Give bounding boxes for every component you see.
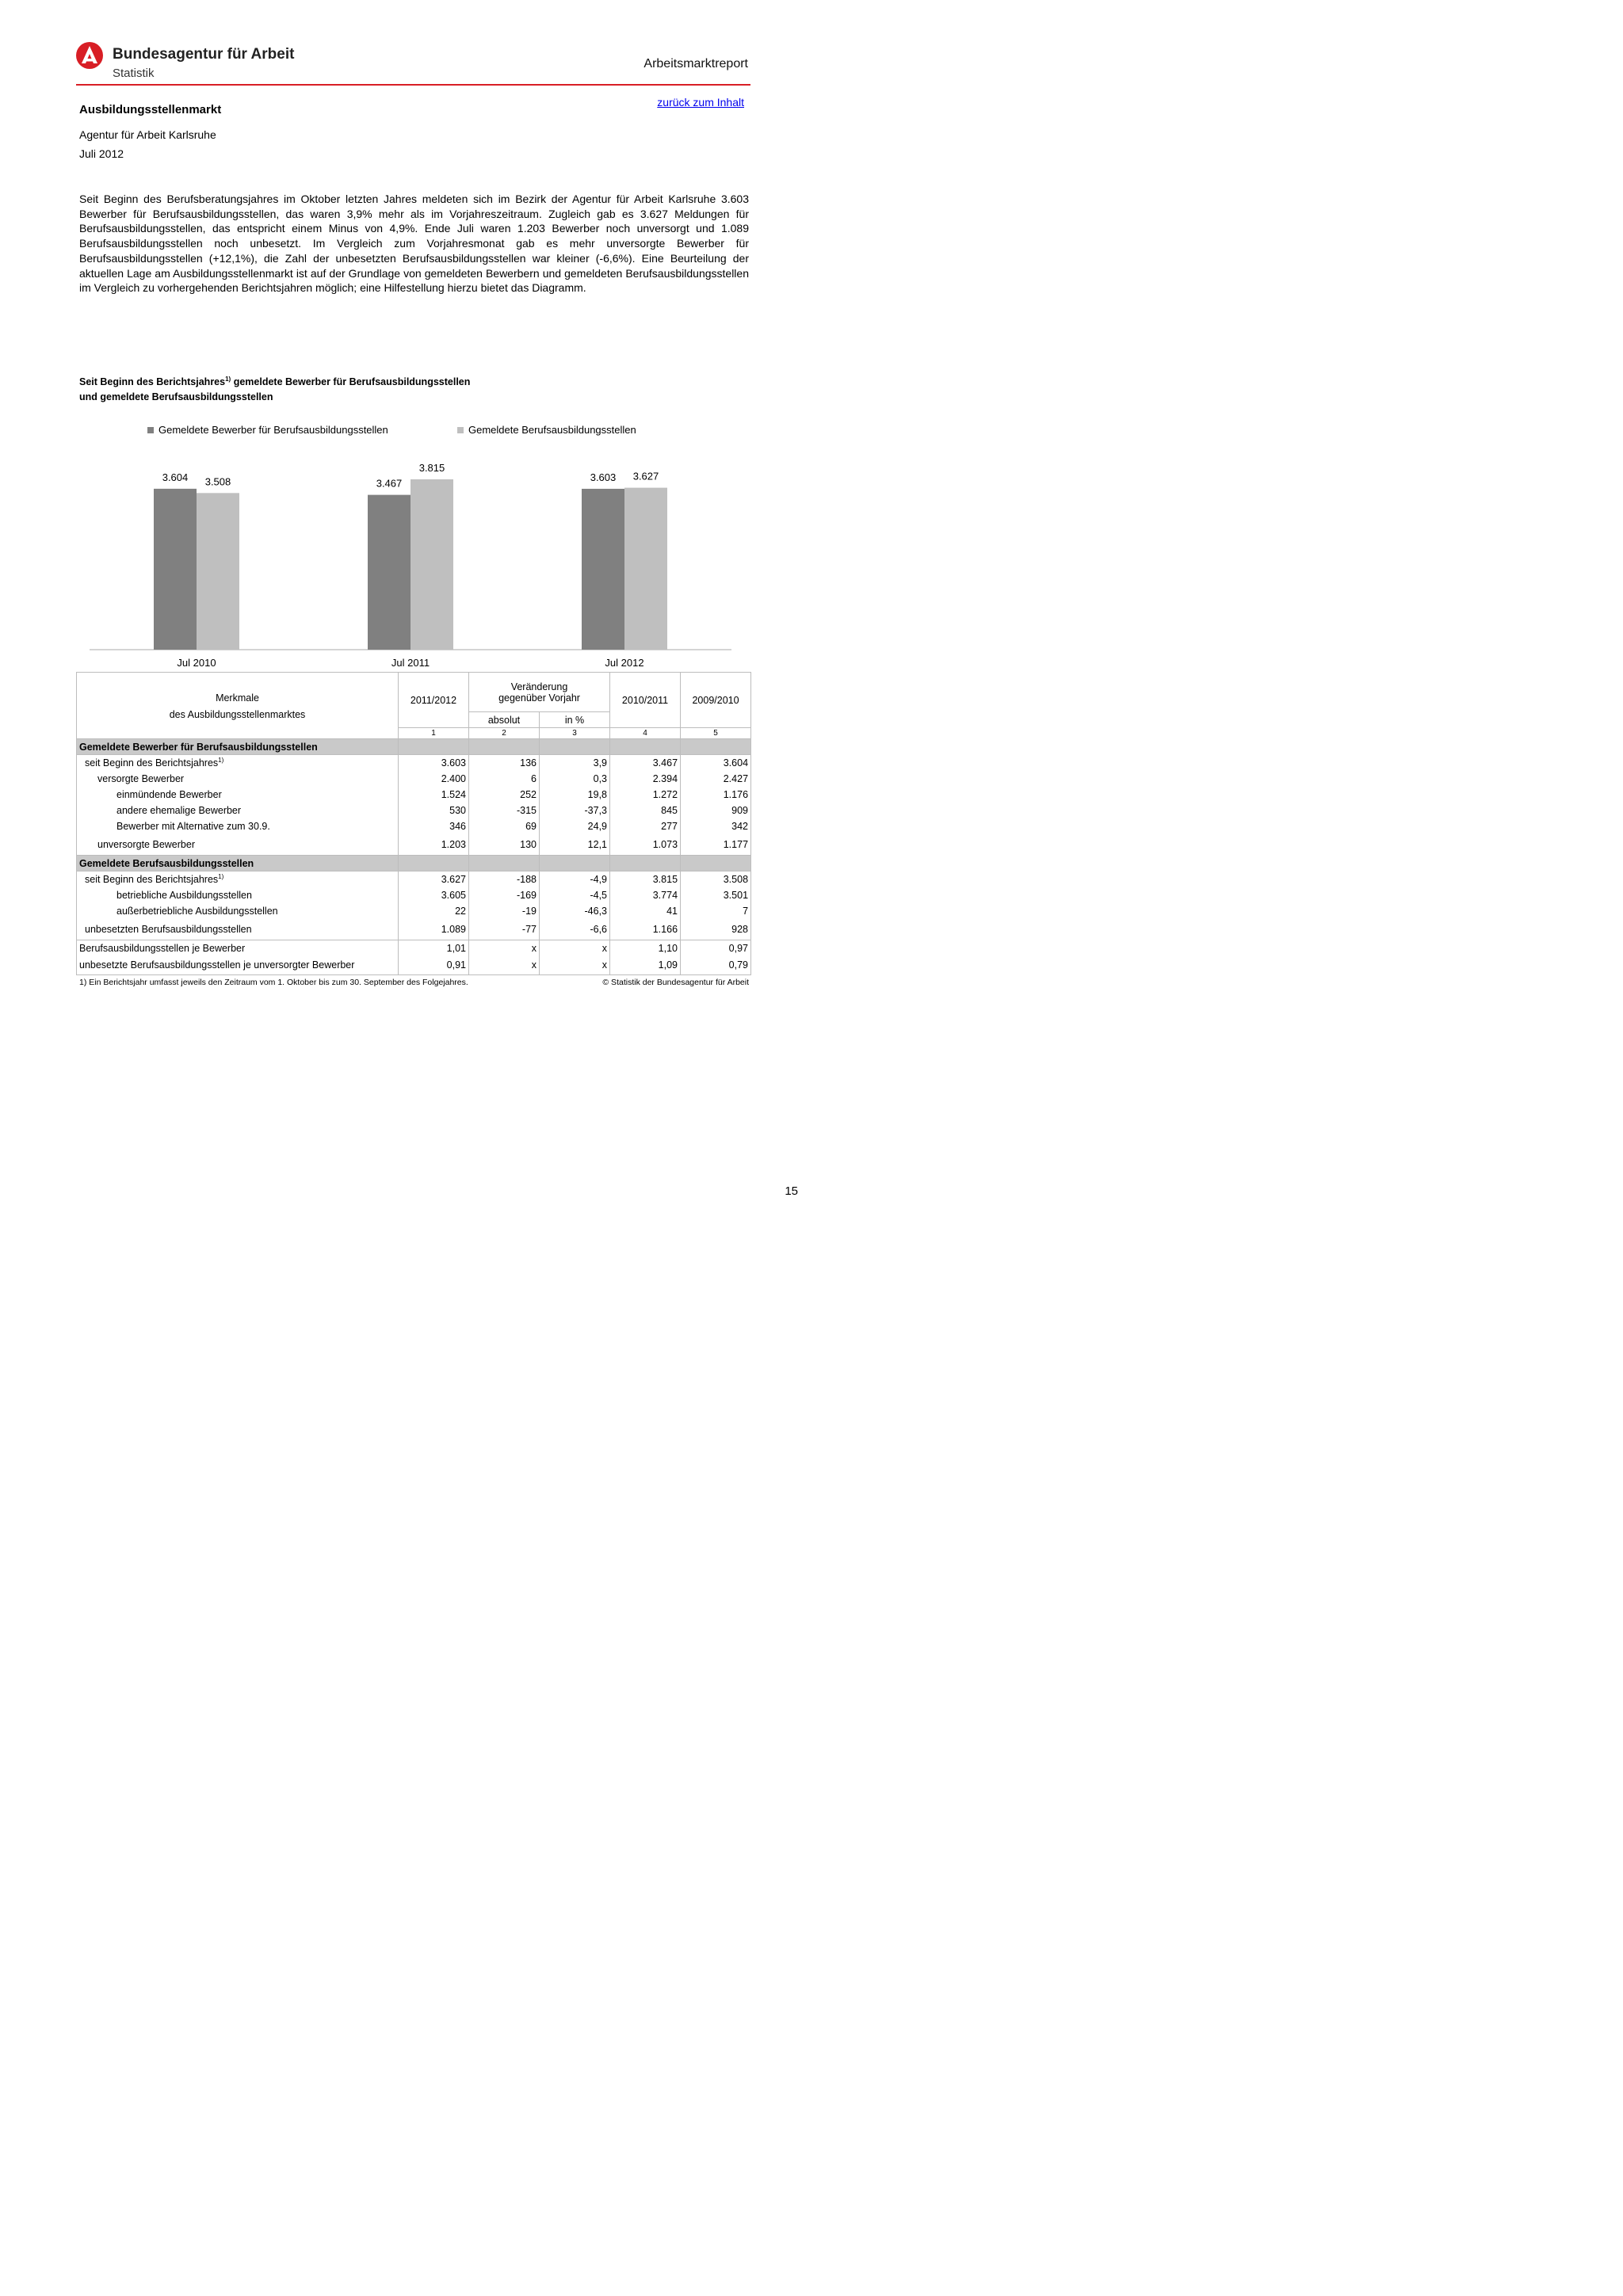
data-label: 3.627 — [632, 470, 659, 482]
cell-value: 2.427 — [681, 771, 751, 787]
header-index-3: 3 — [540, 728, 610, 739]
table-row — [77, 956, 751, 975]
cell-value: -19 — [469, 903, 540, 919]
row-label — [77, 919, 399, 940]
cell-value: 7 — [681, 903, 751, 919]
table-band-positions — [77, 856, 751, 871]
cell-value: 928 — [681, 919, 751, 940]
brand-name: Bundesagentur für Arbeit — [113, 46, 295, 63]
row-label — [77, 834, 399, 856]
cell-value: 1.524 — [399, 787, 469, 803]
cell-value: 3.605 — [399, 887, 469, 903]
bar-applicants-0 — [154, 489, 197, 650]
cell-value: 19,8 — [540, 787, 610, 803]
cell-value: 3.815 — [610, 871, 681, 887]
row-label-text: versorgte Bewerber — [97, 772, 185, 784]
header-merkmale — [77, 673, 399, 728]
cell-value: -46,3 — [540, 903, 610, 919]
header-index-1: 1 — [399, 728, 469, 739]
table-row — [77, 919, 751, 940]
cell-value: 3.467 — [610, 755, 681, 771]
bar-applicants-2 — [582, 489, 624, 650]
row-label-text: andere ehemalige Bewerber — [116, 804, 242, 816]
data-label: 3.604 — [162, 471, 189, 483]
row-label-text: außerbetriebliche Ausbildungsstellen — [116, 905, 278, 917]
table-row — [77, 755, 751, 771]
cell-value: 3.774 — [610, 887, 681, 903]
row-label — [77, 940, 399, 956]
x-tick-label: Jul 2012 — [605, 657, 644, 669]
chart-title-footnote-ref: 1) — [225, 376, 231, 383]
cell-value: x — [540, 956, 610, 975]
cell-value: 0,91 — [399, 956, 469, 975]
row-footnote-ref: 1) — [218, 757, 224, 765]
table-row — [77, 871, 751, 887]
cell-value: 69 — [469, 818, 540, 834]
legend-label-applicants: Gemeldete Bewerber für Berufsausbildungsstellen — [158, 424, 388, 436]
cell-value: 1.073 — [610, 834, 681, 856]
header-absolut: absolut — [469, 712, 540, 728]
row-label-text: unbesetzte Berufsausbildungsstellen je unversorgter Bewerber — [79, 959, 355, 971]
table-row — [77, 887, 751, 903]
cell-value: 530 — [399, 803, 469, 818]
row-label-text: Berufsausbildungsstellen je Bewerber — [79, 942, 246, 954]
table-row — [77, 818, 751, 834]
header-merkmale-line2: des Ausbildungsstellenmarktes — [169, 709, 306, 721]
row-label — [77, 771, 399, 787]
header-index-blank — [77, 728, 399, 739]
cell-value: 0,97 — [681, 940, 751, 956]
row-label — [77, 755, 399, 771]
row-label-text: seit Beginn des Berichtsjahres — [85, 874, 219, 886]
cell-value: 3.501 — [681, 887, 751, 903]
cell-value: 252 — [469, 787, 540, 803]
report-title: Arbeitsmarktreport — [643, 57, 748, 71]
brand-subtitle: Statistik — [113, 67, 155, 80]
header-change-line2: gegenüber Vorjahr — [498, 692, 580, 704]
back-to-contents-link[interactable]: zurück zum Inhalt — [657, 96, 744, 109]
agency-name: Agentur für Arbeit Karlsruhe — [79, 128, 216, 141]
bar-positions-2 — [624, 488, 667, 650]
row-footnote-ref: 1) — [218, 873, 224, 881]
cell-value: 3.508 — [681, 871, 751, 887]
cell-value: 2.394 — [610, 771, 681, 787]
header-col-prev1: 2010/2011 — [610, 673, 681, 728]
cell-value: 22 — [399, 903, 469, 919]
data-label: 3.467 — [376, 477, 403, 490]
row-label — [77, 871, 399, 887]
cell-value: -77 — [469, 919, 540, 940]
cell-value: 12,1 — [540, 834, 610, 856]
row-label-text: einmündende Bewerber — [116, 788, 222, 800]
table-row — [77, 771, 751, 787]
cell-value: 3.604 — [681, 755, 751, 771]
row-label-text: seit Beginn des Berichtsjahres — [85, 757, 219, 769]
cell-value: 277 — [610, 818, 681, 834]
x-tick-label: Jul 2011 — [391, 657, 430, 669]
cell-value: 845 — [610, 803, 681, 818]
cell-value: -169 — [469, 887, 540, 903]
footnote: 1) Ein Berichtsjahr umfasst jeweils den Zeitraum vom 1. Oktober bis zum 30. September des Folgejahres. — [79, 978, 468, 987]
copyright: © Statistik der Bundesagentur für Arbeit — [602, 978, 749, 987]
statistics-table — [76, 672, 751, 975]
cell-value: 136 — [469, 755, 540, 771]
cell-value: 1.176 — [681, 787, 751, 803]
page-number: 15 — [785, 1184, 798, 1198]
cell-value: -4,9 — [540, 871, 610, 887]
intro-paragraph: Seit Beginn des Berufsberatungsjahres im Oktober letzten Jahres meldeten sich im Bezirk der Agentur für Arbeit Karlsruhe 3.603 Bewerber für Berufsausbildungsstellen, das waren 3,9% mehr als im Vorjahreszeitraum. Zugleich gab es 3.627 Meldungen für Berufsausbildungsstellen, das entspricht einem Minus von 4,9%. Ende Juli waren 1.203 Bewerber noch unversorgt und 1.089 Berufsausbildungsstellen noch unbesetzt. Im Vergleich zum Vorjahresmonat gab es mehr unversorgte Bewerber für Berufsausbildungsstellen (+12,1%), die Zahl der unbesetzten Berufsausbildungsstellen war kleiner (-6,6%). Eine Beurteilung der aktuellen Lage am Ausbildungsstellenmarkt ist auf der Grundlage von gemeldeten Bewerbern und gemeldeten Berufsausbildungsstellen im Vergleich zu vorhergehenden Berichtsjahren möglich; eine Hilfestellung hierzu bietet das Diagramm. — [79, 193, 749, 295]
cell-value: 2.400 — [399, 771, 469, 787]
cell-value: 1.272 — [610, 787, 681, 803]
cell-value: 3.627 — [399, 871, 469, 887]
cell-value: 6 — [469, 771, 540, 787]
cell-value: 1.166 — [610, 919, 681, 940]
header-percent: in % — [540, 712, 610, 728]
legend-label-positions: Gemeldete Berufsausbildungsstellen — [468, 424, 636, 436]
row-label — [77, 787, 399, 803]
data-label: 3.508 — [204, 475, 231, 488]
row-label — [77, 818, 399, 834]
band-label-positions: Gemeldete Berufsausbildungsstellen — [77, 856, 399, 871]
x-tick-label: Jul 2010 — [177, 657, 216, 669]
chart-title-line2: und gemeldete Berufsausbildungsstellen — [79, 391, 273, 403]
table-row — [77, 803, 751, 818]
data-label: 3.815 — [418, 462, 445, 474]
row-label — [77, 803, 399, 818]
cell-value: x — [540, 940, 610, 956]
table-row — [77, 903, 751, 919]
page-title: Ausbildungsstellenmarkt — [79, 103, 222, 116]
row-label-text: Bewerber mit Alternative zum 30.9. — [116, 820, 270, 832]
cell-value: -4,5 — [540, 887, 610, 903]
header-col-prev2: 2009/2010 — [681, 673, 751, 728]
row-label-text: unbesetzten Berufsausbildungsstellen — [85, 923, 252, 935]
cell-value: -37,3 — [540, 803, 610, 818]
cell-value: 1,01 — [399, 940, 469, 956]
row-label — [77, 887, 399, 903]
cell-value: -188 — [469, 871, 540, 887]
cell-value: 1,10 — [610, 940, 681, 956]
cell-value: 1.177 — [681, 834, 751, 856]
cell-value: x — [469, 956, 540, 975]
bar-positions-1 — [411, 479, 453, 650]
header-change — [469, 673, 610, 712]
cell-value: 342 — [681, 818, 751, 834]
cell-value: 0,79 — [681, 956, 751, 975]
cell-value: 24,9 — [540, 818, 610, 834]
cell-value: 3.603 — [399, 755, 469, 771]
table-row — [77, 834, 751, 856]
cell-value: 130 — [469, 834, 540, 856]
header-index-2: 2 — [469, 728, 540, 739]
row-label — [77, 903, 399, 919]
header-index-4: 4 — [610, 728, 681, 739]
table-band-applicants — [77, 739, 751, 755]
cell-value: 0,3 — [540, 771, 610, 787]
bar-chart — [0, 0, 876, 673]
table-row — [77, 787, 751, 803]
header-merkmale-line1: Merkmale — [216, 692, 259, 704]
row-label-text: unversorgte Bewerber — [97, 838, 195, 850]
header-index-5: 5 — [681, 728, 751, 739]
cell-value: 1.089 — [399, 919, 469, 940]
bar-positions-0 — [197, 493, 239, 650]
row-label-text: betriebliche Ausbildungsstellen — [116, 889, 252, 901]
cell-value: x — [469, 940, 540, 956]
bar-applicants-1 — [368, 495, 411, 650]
cell-value: 909 — [681, 803, 751, 818]
chart-title-line1-b: gemeldete Bewerber für Berufsausbildungsstellen — [231, 376, 471, 388]
row-label — [77, 956, 399, 975]
cell-value: 3,9 — [540, 755, 610, 771]
data-label: 3.603 — [590, 471, 617, 483]
cell-value: -6,6 — [540, 919, 610, 940]
header-col-current: 2011/2012 — [399, 673, 469, 728]
cell-value: 1.203 — [399, 834, 469, 856]
cell-value: 41 — [610, 903, 681, 919]
cell-value: -315 — [469, 803, 540, 818]
cell-value: 346 — [399, 818, 469, 834]
cell-value: 1,09 — [610, 956, 681, 975]
header-change-line1: Veränderung — [510, 681, 568, 692]
chart-title-line1-a: Seit Beginn des Berichtsjahres — [79, 376, 226, 388]
report-period: Juli 2012 — [79, 147, 124, 160]
band-label-applicants: Gemeldete Bewerber für Berufsausbildungsstellen — [77, 739, 399, 755]
table-row — [77, 940, 751, 956]
